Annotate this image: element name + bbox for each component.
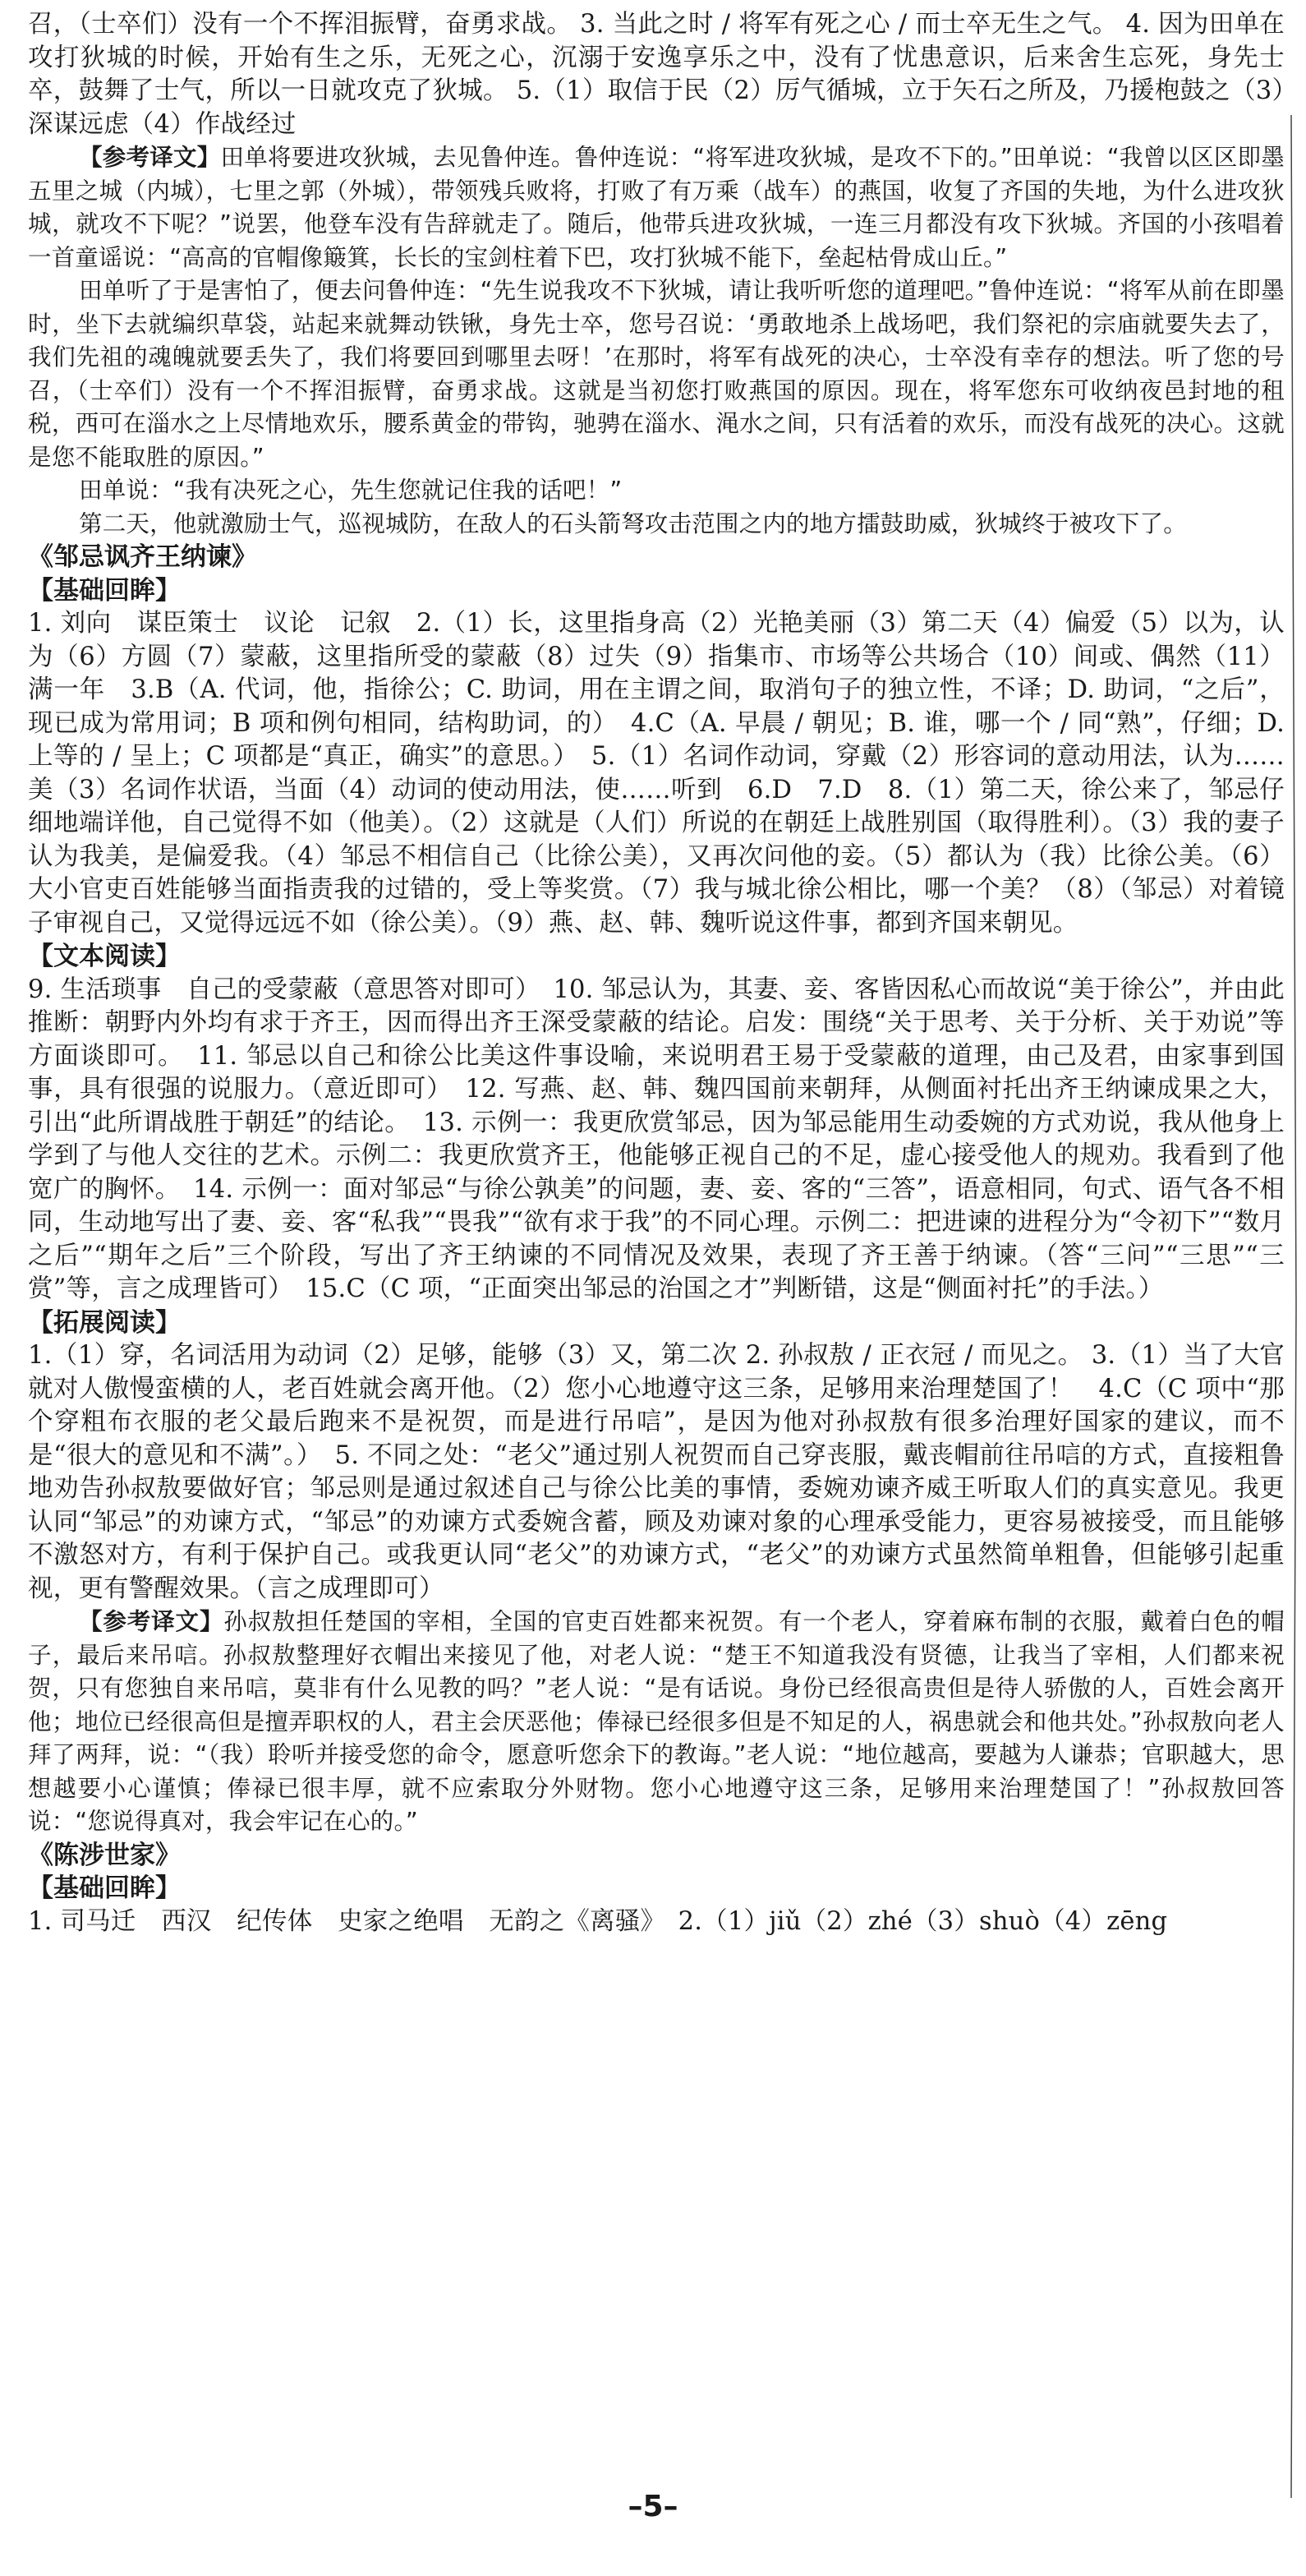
page-number: –5– — [628, 2490, 678, 2523]
answer-paragraph: 1. 刘向 谋臣策士 议论 记叙 2.（1）长，这里指身高（2）光艳美丽（3）第二天（4）偏爱（5）以为，认为（6）方圆（7）蒙蔽，这里指所受的蒙蔽（8）过失（9）指集市、市场等公共场合（10）间或、偶然（11）满一年 3.B（A. 代词，他，指徐公；C. 助词，用在主谓之间，取消句子的独立性，不译；D. 助词，“之后”，现已成为常用词；B 项和例句相同，结构助词，的） 4.C（A. 早晨 / 朝见；B. 谁，哪一个 / 同“熟”，仔细；D. 上等的 / 呈上；C 项都是“真正，确实”的意思。） 5.（1）名词作动词，穿戴（2）形容词的意动用法，认为……美（3）名词作状语，当面（4）动词的使动用法，使……听到 6.D 7.D 8.（1）第二天，徐公来了，邹忌仔细地端详他，自己觉得不如（他美）。（2）这就是（人们）所说的在朝廷上战胜别国（取得胜利）。（3）我的妻子认为我美，是偏爱我。（4）邹忌不相信自己（比徐公美），又再次问他的妾。（5）都认为（我）比徐公美。（6）大小官吏百姓能够当面指责我的过错的，受上等奖赏。（7）我与城北徐公相比，哪一个美？（8）（邹忌）对着镜子审视自己，又觉得远远不如（徐公美）。（9）燕、赵、韩、魏听说这件事，都到齐国来朝见。 — [28, 609, 1285, 938]
answer-paragraph: 召，（士卒们）没有一个不挥泪振臂，奋勇求战。 3. 当此之时 / 将军有死之心 / 而士卒无生之气。 4. 因为田单在攻打狄城的时候，开始有生之乐，无死之心，沉溺于安逸享乐之中，没有了忧患意识，后来舍生忘死，身先士卒，鼓舞了士气，所以一日就攻克了狄城。 5.（1）取信于民（2）厉气循城，立于矢石之所及，乃援枹鼓之（3）深谋远虑（4）作战经过 — [28, 10, 1285, 139]
section-heading: 【基础回眸】 — [28, 575, 181, 606]
translation-paragraph — [28, 508, 1285, 541]
section-heading: 【基础回眸】 — [28, 1873, 181, 1903]
answer-paragraph: 1.（1）穿，名词活用为动词（2）足够，能够（3）又，第二次 2. 孙叔敖 / 正衣冠 / 而见之。 3.（1）当了大官就对人傲慢蛮横的人，老百姓就会离开他。（2）您小心地遵守这三条，足够用来治理楚国了！ 4.C（C 项中“那个穿粗布衣服的老父最后跑来不是祝贺，而是进行吊唁”，是因为他对孙叔敖有很多治理好国家的建议，而不是“很大的意见和不满”。） 5. 不同之处：“老父”通过别人祝贺而自己穿丧服，戴丧帽前往吊唁的方式，直接粗鲁地劝告孙叔敖要做好官；邹忌则是通过叙述自己与徐公比美的事情，委婉劝谏齐威王听取人们的真实意见。我更认同“邹忌”的劝谏方式，“邹忌”的劝谏方式委婉含蓄，顾及劝谏对象的心理承受能力，更容易被接受，而且能够不激怒对方，有利于保护自己。或我更认同“老父”的劝谏方式，“老父”的劝谏方式虽然简单粗鲁，但能够引起重视，更有警醒效果。（言之成理即可） — [28, 1341, 1285, 1603]
translation-text: 田单听了于是害怕了，便去问鲁仲连：“先生说我攻不下狄城，请让我听听您的道理吧。”鲁仲连说：“将军从前在即墨时，坐下去就编织草袋，站起来就舞动铁锹，身先士卒，您号召说：‘勇敢地杀上战场吧，我们祭祀的宗庙就要失去了，我们先祖的魂魄就要丢失了，我们将要回到哪里去呀！’在那时，将军有战死的决心，士卒没有幸存的想法。听了您的号召，（士卒们）没有一个不挥泪振臂，奋勇求战。这就是当初您打败燕国的原因。现在，将军您东可收纳夜邑封地的租税，西可在淄水之上尽情地欢乐，腰系黄金的带钩，驰骋在淄水、渑水之间，只有活着的欢乐，而没有战死的决心。这就是您不能取胜的原因。” — [28, 277, 1285, 471]
answer-paragraph: 1. 司马迁 西汉 纪传体 史家之绝唱 无韵之《离骚》 2.（1）jiǔ（2）zhé（3）shuò（4）zēng — [28, 1906, 1168, 1936]
section-heading: 《邹忌讽齐王纳谏》 — [28, 542, 257, 572]
translation-text: 第二天，他就激励士气，巡视城防，在敌人的石头箭弩攻击范围之内的地方擂鼓助威，狄城终于被攻下了。 — [79, 509, 1187, 537]
translation-tag: 【参考译文】 — [79, 144, 221, 171]
answer-page — [28, 8, 1285, 1938]
translation-paragraph — [28, 274, 1285, 474]
translation-text: 田单将要进攻狄城，去见鲁仲连。鲁仲连说：“将军进攻狄城，是攻不下的。”田单说：“我曾以区区即墨五里之城（内城），七里之郭（外城），带领残兵败将，打败了有万乘（战车）的燕国，收复了齐国的失地，为什么进攻狄城，就攻不下呢？”说罢，他登车没有告辞就走了。随后，他带兵进攻狄城，一连三月都没有攻下狄城。齐国的小孩唱着一首童谣说：“高高的官帽像簸箕，长长的宝剑柱着下巴，攻打狄城不能下，垒起枯骨成山丘。” — [28, 144, 1285, 271]
translation-tag: 【参考译文】 — [79, 1608, 224, 1635]
section-heading: 【拓展阅读】 — [28, 1307, 181, 1338]
translation-paragraph — [28, 1606, 1285, 1839]
section-heading: 《陈涉世家》 — [28, 1840, 181, 1870]
section-heading: 【文本阅读】 — [28, 942, 181, 971]
answer-paragraph: 9. 生活琐事 自己的受蒙蔽（意思答对即可） 10. 邹忌认为，其妻、妾、客皆因私心而故说“美于徐公”，并由此推断：朝野内外均有求于齐王，因而得出齐王深受蒙蔽的结论。启发：围绕“关于思考、关于分析、关于劝说”等方面谈即可。 11. 邹忌以自己和徐公比美这件事设喻，来说明君王易于受蒙蔽的道理，由己及君，由家事到国事，具有很强的说服力。（意近即可） 12. 写燕、赵、韩、魏四国前来朝拜，从侧面衬托出齐王纳谏成果之大，引出“此所谓战胜于朝廷”的结论。 13. 示例一：我更欣赏邹忌，因为邹忌能用生动委婉的方式劝说，我从他身上学到了与他人交往的艺术。示例二：我更欣赏齐王，他能够正视自己的不足，虚心接受他人的规劝。我看到了他宽广的胸怀。 14. 示例一：面对邹忌“与徐公孰美”的问题，妻、妾、客的“三答”，语意相同，句式、语气各不相同，生动地写出了妻、妾、客“私我”“畏我”“欲有求于我”的不同心理。示例二：把进谏的进程分为“令初下”“数月之后”“期年之后”三个阶段，写出了齐王纳谏的不同情况及效果，表现了齐王善于纳谏。（答“三问”“三思”“三赏”等，言之成理皆可） 15.C（C 项，“正面突出邹忌的治国之才”判断错，这是“侧面衬托”的手法。） — [28, 975, 1285, 1303]
translation-paragraph — [28, 141, 1285, 274]
translation-paragraph — [28, 474, 1285, 508]
translation-text: 孙叔敖担任楚国的宰相，全国的官吏百姓都来祝贺。有一个老人，穿着麻布制的衣服，戴着白色的帽子，最后来吊唁。孙叔敖整理好衣帽出来接见了他，对老人说：“楚王不知道我没有贤德，让我当了宰相，人们都来祝贺，只有您独自来吊唁，莫非有什么见教的吗？”老人说：“是有话说。身份已经很高贵但是待人骄傲的人，百姓会离开他；地位已经很高但是擅弄职权的人，君主会厌恶他；俸禄已经很多但是不知足的人，祸患就会和他共处。”孙叔敖向老人拜了两拜，说：“（我）聆听并接受您的命令，愿意听您余下的教诲。”老人说：“地位越高，要越为人谦恭；官职越大，思想越要小心谨慎；俸禄已很丰厚，就不应索取分外财物。您小心地遵守这三条，足够用来治理楚国了！”孙叔敖回答说：“您说得真对，我会牢记在心的。” — [28, 1608, 1285, 1835]
page-margin-curve — [1290, 115, 1303, 2498]
translation-text: 田单说：“我有决死之心，先生您就记住我的话吧！” — [79, 477, 623, 504]
